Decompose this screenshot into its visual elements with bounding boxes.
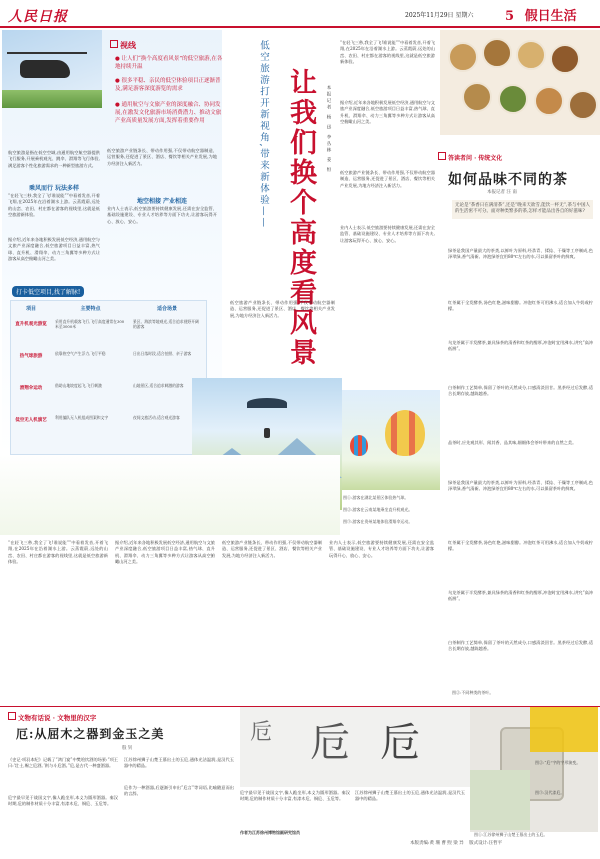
- glyph-modern: 卮: [380, 720, 420, 766]
- tea-title: 如何品味不同的茶: [448, 172, 568, 188]
- feature-caption-2: 图②:游客在云南某地乘坐直升机观光。: [343, 507, 413, 512]
- tea-body-6: 绿茶是我国产量最大的茶类,以鲜叶为原料,经杀青、揉捻、干燥等工序制成,色泽翠绿,香气清新。冲泡绿茶宜用80℃左右的水,可以保留茶叶的鲜爽。: [448, 480, 593, 492]
- bullet-2: ● 很多平稳、亲民的低空体验项目正逐渐普及,满足游客深度游览的需求: [115, 78, 221, 92]
- footer-editor: 本版责编:黄 珊 曹 煦 梁 异: [410, 841, 464, 846]
- lower-column-2: 据介绍,近年来各地积极发展低空经济,通用航空与文旅产业深度融合,低空旅游项目日益丰富,热气球、直升机、滑翔伞、动力三角翼等多种方式让游客从高空俯瞰山河之美。: [115, 540, 215, 565]
- table-row-name: 直升机观光游览: [15, 322, 47, 327]
- mid-column-5: 低空旅游产业链条长、带动作用强,不仅带动航空器制造、运营服务,还促进了景区、酒店、餐饮等相关产业发展,为地方经济注入新活力。: [230, 300, 335, 318]
- tea-body-7: 红茶属于全发酵茶,汤色红艳,滋味甜醇。冲泡红茶可用沸水,适合加入牛奶或柠檬。: [448, 540, 593, 552]
- bullet-3: ● 通用航空与文旅产业的深度融合、协同发展,在激发文化旅游市场消费潜力、推动文旅产业高质量发展方面,发挥着重要作用: [115, 102, 222, 124]
- hot-air-balloon: [385, 410, 425, 456]
- mid-column-1: “在轻飞三秒,我全了飞!谁说能””中看着发音,开着飞翔,在2025年在沿着湖水上游。云蒸霞蔚,远处的山峦、农田、村庄都在游客的视线里,这就是低空旅游新体验。: [340, 40, 435, 65]
- lower-column-4: 业内人士表示,低空旅游要持续健康发展,还需在安全监管、基础设施建设、专业人才培养等方面下功夫,让游客玩得开心、放心、安心。: [329, 540, 434, 558]
- culture-author: 殷 钊: [122, 746, 133, 751]
- footer: [410, 840, 502, 846]
- culture-title: 厄:从屈木之器到金玉之美: [16, 727, 165, 741]
- table-row-name: 低空无人机演艺: [15, 418, 47, 423]
- table-title: 打卡低空项目,找了解脉!: [12, 286, 84, 297]
- body-column-1: “在轻飞三秒,我全了飞!谁说能””中看着发音,开着飞翔,在2025年在沿着湖水上游。云蒸霞蔚,远处的山峦、农田、村庄都在游客的视线里,这就是低空旅游新体验。: [8, 193, 100, 218]
- tea-column-label: 答读者问 · 传统文化: [438, 152, 502, 162]
- table-row-scene: 山地景区,适合追求刺激的游客: [133, 383, 184, 388]
- culture-body-3: 江苏徐州狮子山楚王墓出土的玉卮,通体光洁温润,是汉代玉器中的精品。: [124, 757, 234, 769]
- landscape-bg: [0, 455, 340, 535]
- tea-body-3: 乌龙茶属于半发酵茶,兼具绿茶的清香和红茶的醇厚,冲泡时宜用沸水,讲究“高冲低斟”。: [448, 340, 593, 352]
- tea-body-1: 绿茶是我国产量最大的茶类,以鲜叶为原料,经杀青、揉捻、干燥等工序制成,色泽翠绿,香气清新。冲泡绿茶宜用80℃左右的水,可以保留茶叶的鲜爽。: [448, 248, 593, 260]
- lower-column-1: “在轻飞三秒,我全了飞!谁说能””中看着发音,开着飞翔,在2025年在沿着湖水上游。云蒸霞蔚,远处的山峦、农田、村庄都在游客的视线里,这就是低空旅游新体验。: [8, 540, 108, 565]
- masthead: 人民日报: [8, 9, 68, 25]
- table-header-scene: 适合场景: [156, 306, 177, 312]
- table-row-feature: 借助山地坡度起飞,飞行刺激: [55, 383, 102, 388]
- lower-column-3: 低空旅游产业链条长、带动作用强,不仅带动航空器制造、运营服务,还促进了景区、酒店、餐饮等相关产业发展,为地方经济注入新活力。: [222, 540, 322, 558]
- culture-source: 作者为江苏徐州博物馆副研究馆员: [240, 830, 300, 835]
- relic-icon: [8, 712, 16, 720]
- sidebar-label: 视线: [110, 40, 136, 51]
- culture-caption-3: 图③:汉代漆卮。: [535, 790, 565, 795]
- feature-title: 让我们换个高度看风景: [285, 68, 316, 368]
- body-column-4: 业内人士表示,低空旅游要持续健康发展,还需在安全监管、基础设施建设、专业人才培养等方面下功夫,让游客玩得开心、放心、安心。: [107, 206, 217, 224]
- helicopter-photo: [2, 30, 102, 108]
- tea-body-2: 红茶属于全发酵茶,汤色红艳,滋味甜醇。冲泡红茶可用沸水,适合加入牛奶或柠檬。: [448, 300, 593, 312]
- culture-caption-1: 图①:江苏徐州狮子山楚王墓出土的玉卮。: [474, 832, 548, 837]
- figure-photo: [530, 707, 598, 752]
- table-row-name: 热气球旅游: [19, 354, 43, 359]
- table-row-scene: 夜间文旅活动,适合观光游客: [133, 415, 180, 420]
- feature-subtitle: 低空旅游打开新视角,带来新体验——: [258, 40, 269, 230]
- feature-caption-3: 图③:游客在贵州某地体验滑翔伞运动。: [343, 519, 413, 524]
- culture-body-1: 《史记·项羽本纪》记载了“鸿门宴”中樊哙饮酒的场景:“项王曰:‘壮士,赐之卮酒。’则与斗卮酒。”卮,是古代一种盛酒器。: [8, 757, 118, 769]
- tea-lead: 无论是“茶香日在满清茶”,还是“晚来天欲雪,能饮一杯无”,茶与中国人的生活密不可分。面对种类繁多的茶,怎样才能品出各自的好滋味?: [452, 200, 593, 219]
- section-heading-1: 乘风而行 玩法多样: [28, 185, 80, 192]
- page-number: 5: [505, 9, 515, 24]
- table-header-feature: 主要特点: [80, 306, 101, 312]
- culture-column-label: 文物有话说 · 文物里的汉字: [8, 712, 96, 722]
- culture-body-6: 江苏徐州狮子山楚王墓出土的玉卮,通体光洁温润,是汉代玉器中的精品。: [355, 790, 465, 802]
- glyph-seal: 卮: [310, 720, 350, 766]
- table-row-name: 滑翔伞运动: [19, 386, 43, 391]
- tea-caption: 图②:不同种类的茶叶。: [452, 690, 494, 695]
- table-row-scene: 日出日落时段,适合拍照、亲子游客: [133, 351, 192, 356]
- intro-text: 航空旅游是指在低空空域,由通用航空航空器提供飞行服务,开展乘机观光、跳伞、滑翔等飞行体验,满足游客个性化旅游需求的一种新型旅游方式。: [8, 150, 100, 168]
- table-header-project: 项目: [25, 306, 36, 312]
- tea-photo: [440, 30, 600, 135]
- qa-icon: [438, 152, 446, 160]
- culture-caption-2: 图②:“卮”字的字形演变。: [535, 760, 581, 765]
- footer-designer: 版式设计:汪哲平: [469, 841, 503, 846]
- tea-body-8: 乌龙茶属于半发酵茶,兼具绿茶的清香和红茶的醇厚,冲泡时宜用沸水,讲究“高冲低斟”。: [448, 590, 593, 602]
- hot-air-balloon: [350, 435, 368, 456]
- feature-authors: 本报记者 杨 迅 李丛林 姜 恒: [326, 85, 331, 174]
- table-row-feature: 采用直升机载客飞行,飞行高度通常在300米至3000米: [55, 319, 125, 330]
- tea-author: 本报记者 汪 南: [487, 190, 517, 195]
- header-rule: [0, 26, 600, 28]
- section-heading-2: 地空相接 产业相连: [136, 198, 188, 205]
- tea-body-9: 白茶制作工艺简单,保留了茶叶的天然成分,口感清淡回甘。黑茶经过后发酵,适合长期存放,越陈越香。: [448, 640, 593, 652]
- page-heading: [505, 5, 577, 24]
- body-column-2: 据介绍,近年来各地积极发展低空经济,通用航空与文旅产业深度融合,低空旅游项目日益丰富,热气球、直升机、滑翔伞、动力三角翼等多种方式让游客从高空俯瞰山河之美。: [8, 237, 100, 262]
- tea-body-5: 品茶时,应先观其形、闻其香、品其味,细细体会茶叶带来的自然之美。: [448, 440, 577, 445]
- feature-caption-1: 图①:游客在湖北某景区体验热气球。: [343, 495, 409, 500]
- mid-column-4: 业内人士表示,低空旅游要持续健康发展,还需在安全监管、基础设施建设、专业人才培养等方面下功夫,让游客玩得开心、放心、安心。: [340, 225, 435, 243]
- table-row-scene: 景区、海滨等地观光,适合追求视野开阔的游客: [133, 319, 199, 330]
- lacquer-cup-photo: [470, 770, 530, 830]
- bullet-1: ● 让人们“换个高度看风景”的低空旅游,在各地持续升温: [115, 56, 223, 70]
- tea-body-4: 白茶制作工艺简单,保留了茶叶的天然成分,口感清淡回甘。黑茶经过后发酵,适合长期存放,越陈越香。: [448, 385, 593, 397]
- mid-column-2: 据介绍,近年来各地积极发展低空经济,通用航空与文旅产业深度融合,低空旅游项目日益丰富,热气球、直升机、滑翔伞、动力三角翼等多种方式让游客从高空俯瞰山河之美。: [340, 100, 435, 125]
- culture-body-4: 卮作为一种酒器,后逐渐引申出“卮言”等词语,比喻随意而出的言辞。: [124, 785, 234, 797]
- project-table: [10, 300, 207, 455]
- body-column-3: 低空旅游产业链条长、带动作用强,不仅带动航空器制造、运营服务,还促进了景区、酒店、餐饮等相关产业发展,为地方经济注入新活力。: [107, 148, 217, 166]
- page-title: 假日生活: [524, 9, 577, 24]
- table-row-feature: 利用编队无人机组成图案和文字: [55, 415, 109, 420]
- view-icon: [110, 40, 118, 48]
- culture-body-2: 卮字最早见于战国文字,像人跪坐形,本义为圆形酒器。秦汉时期,卮的制作材质十分丰富,有漆木卮、铜卮、玉卮等。: [8, 795, 118, 807]
- table-row-feature: 依靠热空气产生浮力,飞行平稳: [55, 351, 106, 356]
- culture-body-5: 卮字最早见于战国文字,像人跪坐形,本义为圆形酒器。秦汉时期,卮的制作材质十分丰富,有漆木卮、铜卮、玉卮等。: [240, 790, 350, 802]
- balloon-photo: [340, 390, 440, 490]
- issue-date: 2025年11月29日 星期六: [405, 12, 474, 19]
- glyph-evolution-panel: [240, 707, 470, 787]
- mid-column-3: 低空旅游产业链条长、带动作用强,不仅带动航空器制造、运营服务,还促进了景区、酒店、餐饮等相关产业发展,为地方经济注入新活力。: [340, 170, 435, 188]
- glyph-ancient: 卮: [250, 720, 273, 745]
